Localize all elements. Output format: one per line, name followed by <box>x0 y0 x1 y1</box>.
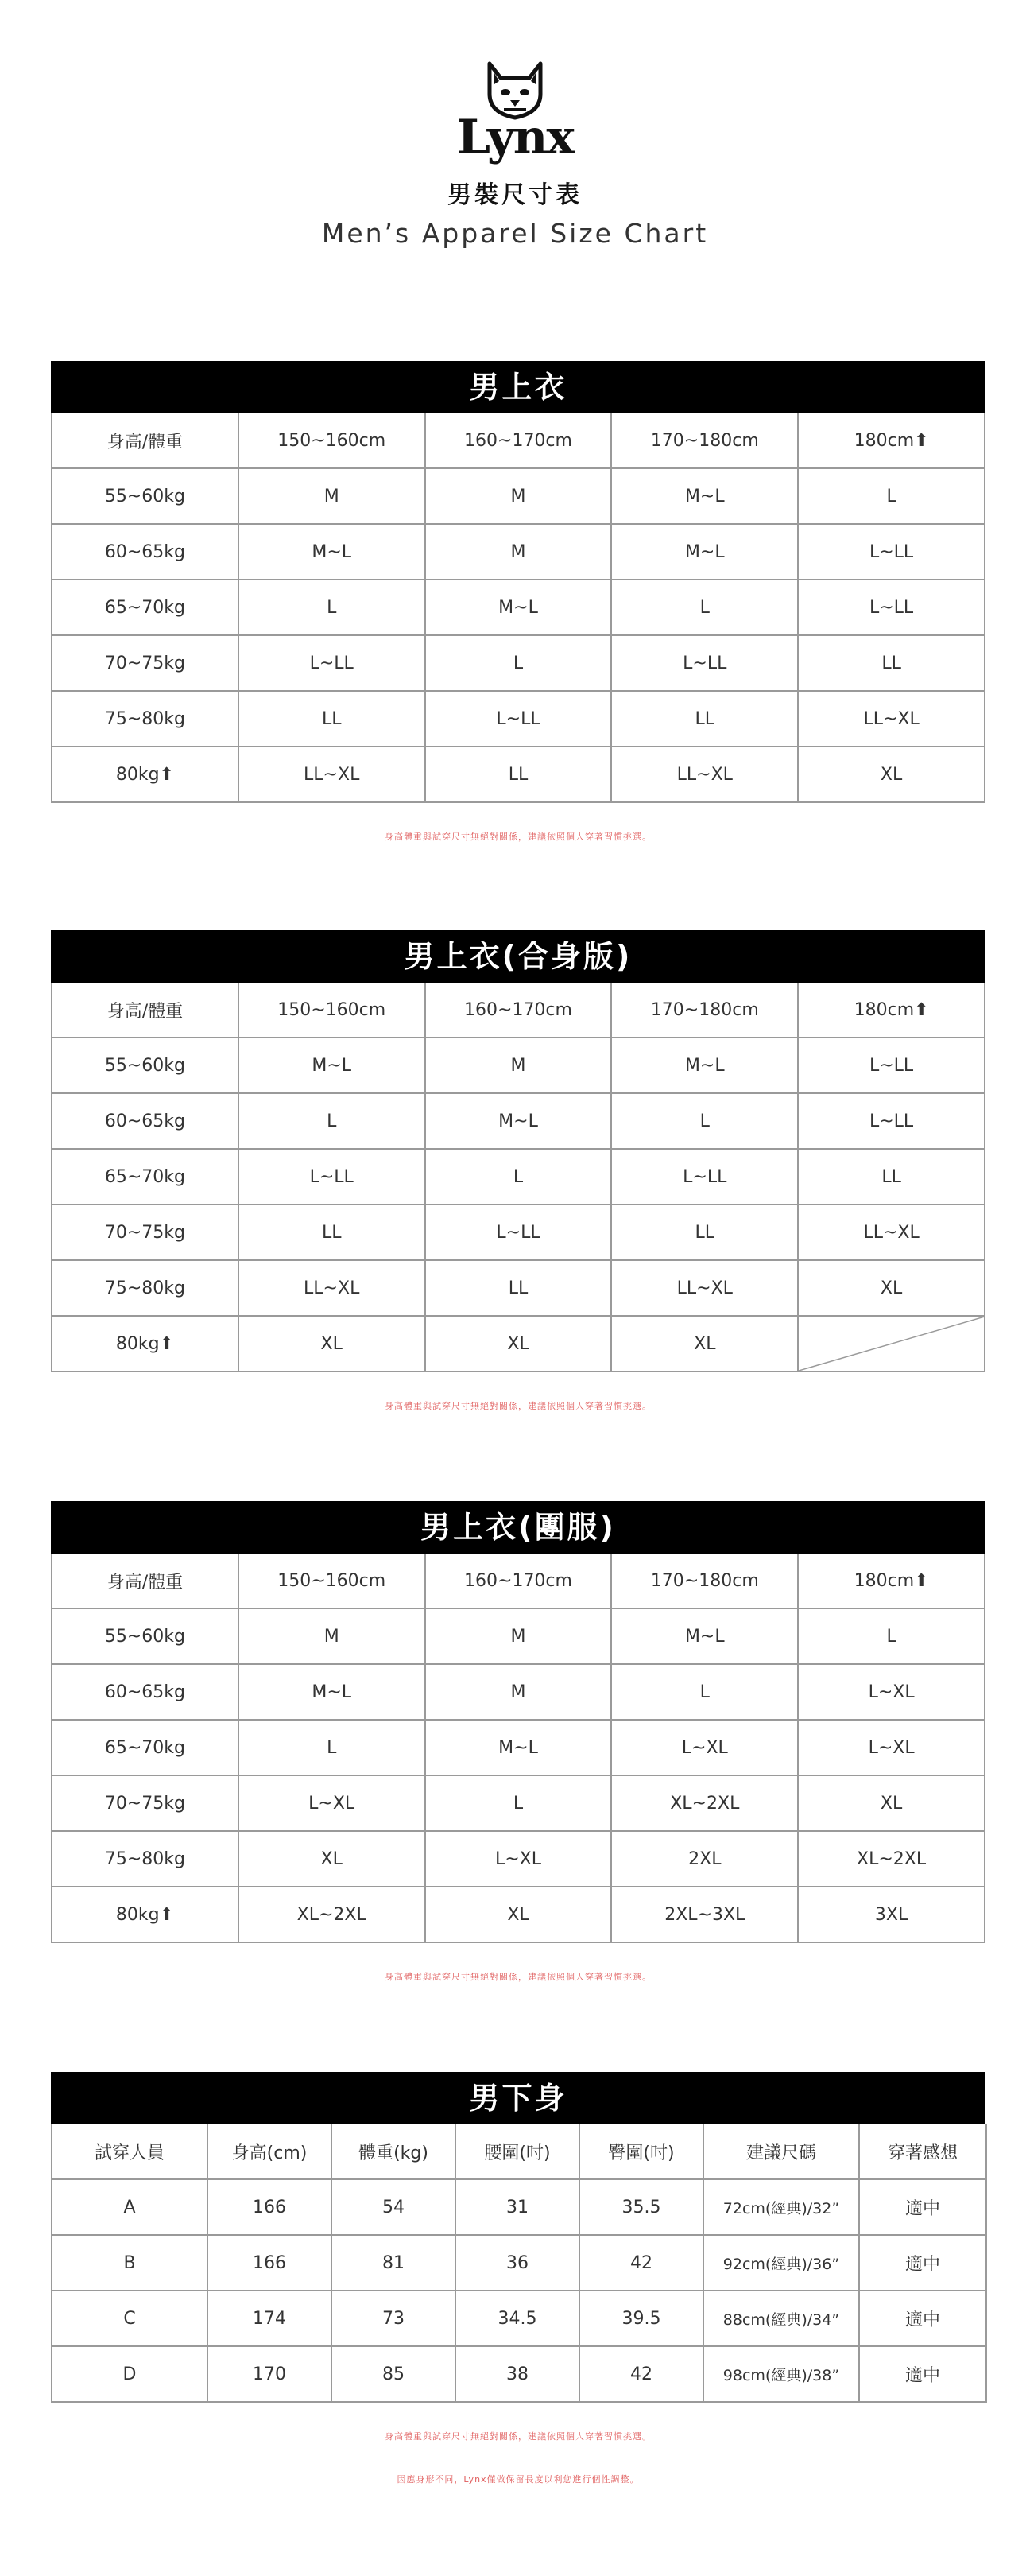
table-cell: LL <box>425 1260 612 1316</box>
table-cell: 適中 <box>859 2179 986 2235</box>
size-table <box>51 1554 985 1943</box>
table-cell: XL <box>798 1260 985 1316</box>
table-cell: L <box>425 1775 612 1831</box>
table-cell: 72cm(經典)/32” <box>703 2179 859 2235</box>
table-cell: 81 <box>331 2235 455 2291</box>
table-cell: 70~75kg <box>52 1775 238 1831</box>
table-cell: 適中 <box>859 2235 986 2291</box>
table-cell: LL <box>238 1205 425 1260</box>
header-cell: 身高/體重 <box>52 983 238 1038</box>
table-cell: M <box>425 1038 612 1093</box>
table-cell: XL <box>425 1316 612 1371</box>
table-cell: LL~XL <box>238 1260 425 1316</box>
table-row <box>52 1831 985 1887</box>
table-cell: 166 <box>207 2179 331 2235</box>
table-row <box>52 2291 986 2346</box>
table-cell: L~LL <box>611 635 798 691</box>
disclaimer-note: 身高體重與試穿尺寸無絕對關係，建議依照個人穿著習慣挑選。 <box>385 2431 652 2442</box>
table-row <box>52 747 985 802</box>
table-cell: 35.5 <box>579 2179 703 2235</box>
section-title: 男下身 <box>51 2072 985 2124</box>
table-cell: L <box>611 1093 798 1149</box>
table-cell: XL~2XL <box>611 1775 798 1831</box>
header-cell: 腰圍(吋) <box>455 2124 579 2179</box>
table-cell: LL <box>798 635 985 691</box>
table-cell: M~L <box>425 580 612 635</box>
adjustment-note: 因應身形不同，Lynx僅做保留長度以利您進行個性調整。 <box>397 2474 640 2485</box>
table-header-row <box>52 2124 986 2179</box>
table-cell: M~L <box>611 1608 798 1664</box>
table-cell: XL <box>798 1775 985 1831</box>
table-row <box>52 1775 985 1831</box>
table-row <box>52 1316 985 1371</box>
table-cell: 2XL <box>611 1831 798 1887</box>
table-cell: 65~70kg <box>52 1720 238 1775</box>
table-row <box>52 2179 986 2235</box>
table-cell: M <box>238 468 425 524</box>
table-cell: L <box>798 1608 985 1664</box>
table-cell: 75~80kg <box>52 691 238 747</box>
table-cell: L~LL <box>798 1038 985 1093</box>
table-row <box>52 468 985 524</box>
table-cell: 73 <box>331 2291 455 2346</box>
table-cell: LL <box>611 1205 798 1260</box>
table-cell: 54 <box>331 2179 455 2235</box>
table-cell: M~L <box>238 1664 425 1720</box>
table-row <box>52 1664 985 1720</box>
table-cell: L~LL <box>798 524 985 580</box>
table-cell: LL~XL <box>238 747 425 802</box>
header-cell: 180cm⬆ <box>798 1554 985 1608</box>
header-cell: 170~180cm <box>611 983 798 1038</box>
table-cell: 80kg⬆ <box>52 1316 238 1371</box>
bottoms-size-section <box>51 2072 985 2485</box>
table-cell: D <box>52 2346 207 2402</box>
table-cell: M~L <box>611 468 798 524</box>
disclaimer-note: 身高體重與試穿尺寸無絕對關係，建議依照個人穿著習慣挑選。 <box>385 1972 652 1982</box>
table-cell: 34.5 <box>455 2291 579 2346</box>
table-cell: M~L <box>425 1720 612 1775</box>
table-cell: M~L <box>611 1038 798 1093</box>
table-cell: LL~XL <box>798 691 985 747</box>
table-cell: 70~75kg <box>52 635 238 691</box>
table-cell: XL~2XL <box>798 1831 985 1887</box>
table-cell: M <box>425 524 612 580</box>
page-header <box>0 0 1030 270</box>
table-cell: L~LL <box>798 1093 985 1149</box>
table-cell: 38 <box>455 2346 579 2402</box>
header-cell: 160~170cm <box>425 983 612 1038</box>
table-cell: 36 <box>455 2235 579 2291</box>
table-cell: L~XL <box>798 1664 985 1720</box>
table-cell: 2XL~3XL <box>611 1887 798 1942</box>
table-row <box>52 1887 985 1942</box>
header-cell: 建議尺碼 <box>703 2124 859 2179</box>
lynx-logo <box>451 57 579 169</box>
table-cell: M <box>425 1608 612 1664</box>
table-cell: M~L <box>238 524 425 580</box>
header-cell: 穿著感想 <box>859 2124 986 2179</box>
team-size-section <box>51 1501 985 1983</box>
table-cell: XL <box>611 1316 798 1371</box>
table-cell: L <box>425 635 612 691</box>
header-cell: 180cm⬆ <box>798 983 985 1038</box>
table-cell: 75~80kg <box>52 1260 238 1316</box>
table-cell: 65~70kg <box>52 580 238 635</box>
table-cell: L~LL <box>611 1149 798 1205</box>
table-cell: 75~80kg <box>52 1831 238 1887</box>
header-cell: 170~180cm <box>611 1554 798 1608</box>
table-cell: L~LL <box>238 1149 425 1205</box>
table-cell: L <box>238 1720 425 1775</box>
table-cell: L~XL <box>238 1775 425 1831</box>
disclaimer-note: 身高體重與試穿尺寸無絕對關係，建議依照個人穿著習慣挑選。 <box>385 832 652 842</box>
table-cell: L <box>611 1664 798 1720</box>
page-title: 男裝尺寸表 <box>447 181 583 209</box>
table-cell: M~L <box>611 524 798 580</box>
table-cell: 80kg⬆ <box>52 747 238 802</box>
section-title: 男上衣(合身版) <box>51 930 985 983</box>
table-cell: LL~XL <box>611 1260 798 1316</box>
table-cell: XL <box>238 1831 425 1887</box>
table-row <box>52 2346 986 2402</box>
table-cell: 170 <box>207 2346 331 2402</box>
table-cell: L~LL <box>425 691 612 747</box>
table-row <box>52 1038 985 1093</box>
size-table <box>51 983 985 1372</box>
table-cell: M <box>238 1608 425 1664</box>
table-cell: 85 <box>331 2346 455 2402</box>
table-cell: L~XL <box>611 1720 798 1775</box>
table-header-row <box>52 983 985 1038</box>
table-row <box>52 1608 985 1664</box>
header-cell: 體重(kg) <box>331 2124 455 2179</box>
table-cell: L~XL <box>425 1831 612 1887</box>
table-cell: 55~60kg <box>52 468 238 524</box>
table-cell: LL~XL <box>798 1205 985 1260</box>
table-cell: XL <box>425 1887 612 1942</box>
table-row <box>52 1720 985 1775</box>
table-row <box>52 635 985 691</box>
header-cell: 臀圍(吋) <box>579 2124 703 2179</box>
table-cell: 70~75kg <box>52 1205 238 1260</box>
table-cell: 60~65kg <box>52 524 238 580</box>
table-cell: L <box>425 1149 612 1205</box>
table-cell: L~LL <box>238 635 425 691</box>
table-cell: 80kg⬆ <box>52 1887 238 1942</box>
table-row <box>52 2235 986 2291</box>
header-cell: 150~160cm <box>238 983 425 1038</box>
table-cell: LL <box>611 691 798 747</box>
header-cell: 160~170cm <box>425 1554 612 1608</box>
table-header-row <box>52 1554 985 1608</box>
table-cell: 174 <box>207 2291 331 2346</box>
header-cell: 試穿人員 <box>52 2124 207 2179</box>
table-cell: 適中 <box>859 2346 986 2402</box>
header-cell: 160~170cm <box>425 413 612 468</box>
header-cell: 180cm⬆ <box>798 413 985 468</box>
table-cell: 65~70kg <box>52 1149 238 1205</box>
table-cell: C <box>52 2291 207 2346</box>
table-cell: L <box>238 1093 425 1149</box>
tops-size-section <box>51 361 985 843</box>
table-cell: 3XL <box>798 1887 985 1942</box>
section-title: 男上衣 <box>51 361 985 413</box>
header-cell: 身高(cm) <box>207 2124 331 2179</box>
table-row <box>52 524 985 580</box>
table-cell: L <box>238 580 425 635</box>
table-cell: L~LL <box>425 1205 612 1260</box>
table-cell: M~L <box>425 1093 612 1149</box>
header-cell: 身高/體重 <box>52 413 238 468</box>
table-cell: LL <box>425 747 612 802</box>
table-cell: 98cm(經典)/38” <box>703 2346 859 2402</box>
table-cell: 55~60kg <box>52 1038 238 1093</box>
table-header-row <box>52 413 985 468</box>
table-cell: LL~XL <box>611 747 798 802</box>
table-cell: 31 <box>455 2179 579 2235</box>
table-row <box>52 1260 985 1316</box>
table-cell: LL <box>238 691 425 747</box>
slim-size-section <box>51 930 985 1412</box>
table-cell: 42 <box>579 2235 703 2291</box>
table-cell: M <box>425 468 612 524</box>
table-cell: 39.5 <box>579 2291 703 2346</box>
table-row <box>52 691 985 747</box>
table-row <box>52 1205 985 1260</box>
table-row <box>52 1093 985 1149</box>
table-cell: 55~60kg <box>52 1608 238 1664</box>
table-cell: L <box>798 468 985 524</box>
table-cell: L~LL <box>798 580 985 635</box>
diagonal-line <box>799 1317 985 1371</box>
page-subtitle: Men’s Apparel Size Chart <box>321 218 709 249</box>
table-cell: M~L <box>238 1038 425 1093</box>
disclaimer-note: 身高體重與試穿尺寸無絕對關係，建議依照個人穿著習慣挑選。 <box>385 1401 652 1411</box>
table-cell: L~XL <box>798 1720 985 1775</box>
table-row <box>52 580 985 635</box>
logo-wordmark: Lynx <box>456 110 574 165</box>
header-cell: 150~160cm <box>238 413 425 468</box>
table-cell: 42 <box>579 2346 703 2402</box>
table-cell: XL <box>798 747 985 802</box>
table-cell: B <box>52 2235 207 2291</box>
table-cell: 92cm(經典)/36” <box>703 2235 859 2291</box>
size-table <box>51 413 985 803</box>
header-cell: 150~160cm <box>238 1554 425 1608</box>
table-cell: XL <box>238 1316 425 1371</box>
header-cell: 身高/體重 <box>52 1554 238 1608</box>
table-cell: 60~65kg <box>52 1664 238 1720</box>
table-cell: L <box>611 580 798 635</box>
section-title: 男上衣(團服) <box>51 1501 985 1554</box>
table-cell: A <box>52 2179 207 2235</box>
table-cell: LL <box>798 1149 985 1205</box>
empty-diagonal-cell <box>798 1316 985 1371</box>
table-row <box>52 1149 985 1205</box>
table-cell: 適中 <box>859 2291 986 2346</box>
table-cell: 166 <box>207 2235 331 2291</box>
table-cell: 60~65kg <box>52 1093 238 1149</box>
table-cell: 88cm(經典)/34” <box>703 2291 859 2346</box>
table-cell: M <box>425 1664 612 1720</box>
table-cell: XL~2XL <box>238 1887 425 1942</box>
header-cell: 170~180cm <box>611 413 798 468</box>
fitting-table <box>51 2124 987 2403</box>
